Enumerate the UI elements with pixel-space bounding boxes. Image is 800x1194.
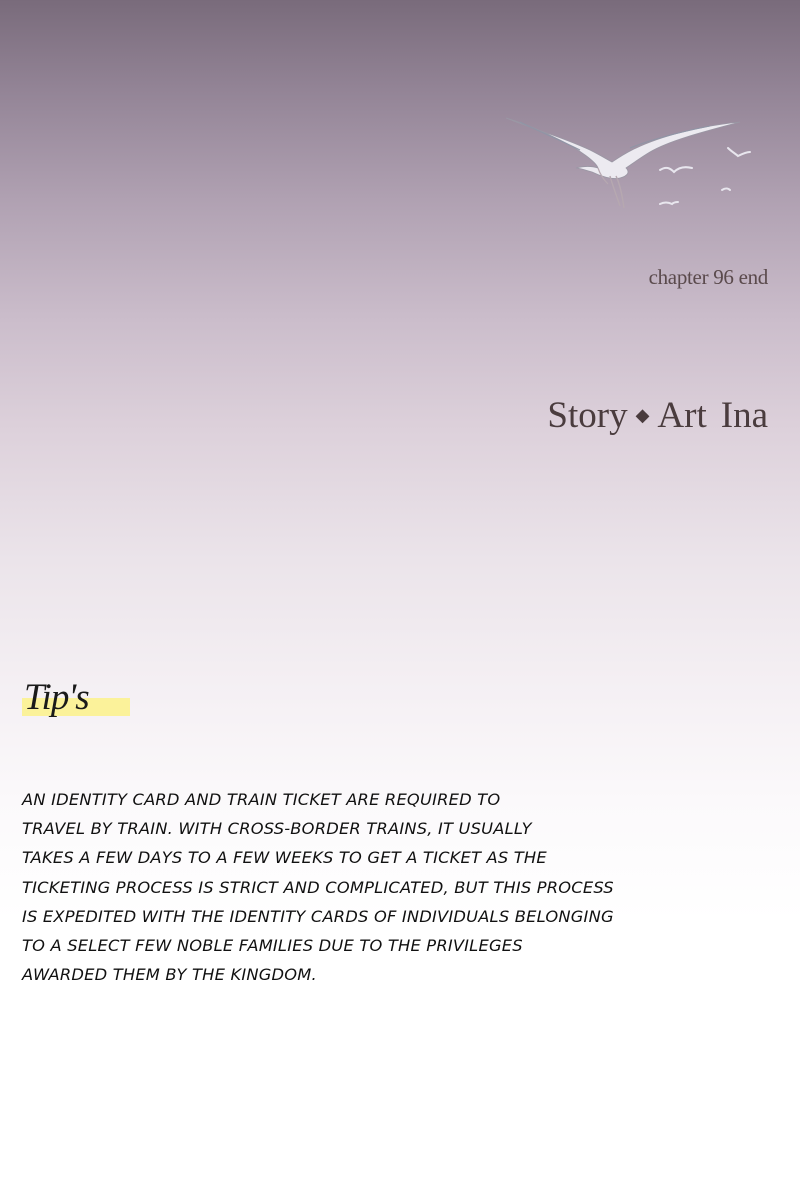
seagulls-illustration — [500, 110, 760, 220]
tips-title: Tip's — [24, 677, 89, 718]
tips-line: IS EXPEDITED WITH THE IDENTITY CARDS OF INDIVIDUALS BELONGING — [22, 906, 614, 926]
small-seagulls-icon — [660, 148, 750, 204]
chapter-end-label: chapter 96 end — [648, 265, 768, 289]
tips-line: TAKES A FEW DAYS TO A FEW WEEKS TO GET A TICKET AS THE — [22, 848, 547, 868]
tips-line: AWARDED THEM BY THE KINGDOM. — [22, 965, 317, 985]
credits-art-label: Art — [657, 395, 707, 436]
tips-line: TRAVEL BY TRAIN. WITH CROSS-BORDER TRAINS, IT USUALLY — [22, 819, 532, 839]
credits — [547, 394, 768, 437]
tips-heading — [22, 676, 132, 722]
tips-line: TICKETING PROCESS IS STRICT AND COMPLICATED, BUT THIS PROCESS — [22, 877, 614, 897]
tips-body — [22, 785, 662, 989]
credits-author-name: Ina — [720, 395, 768, 436]
tips-line: TO A SELECT FEW NOBLE FAMILIES DUE TO THE PRIVILEGES — [22, 936, 523, 956]
diamond-separator-icon: ◆ — [635, 405, 650, 425]
large-seagull-icon — [506, 118, 740, 208]
tips-line: AN IDENTITY CARD AND TRAIN TICKET ARE REQUIRED TO — [22, 790, 501, 809]
credits-story-label: Story — [547, 395, 628, 436]
